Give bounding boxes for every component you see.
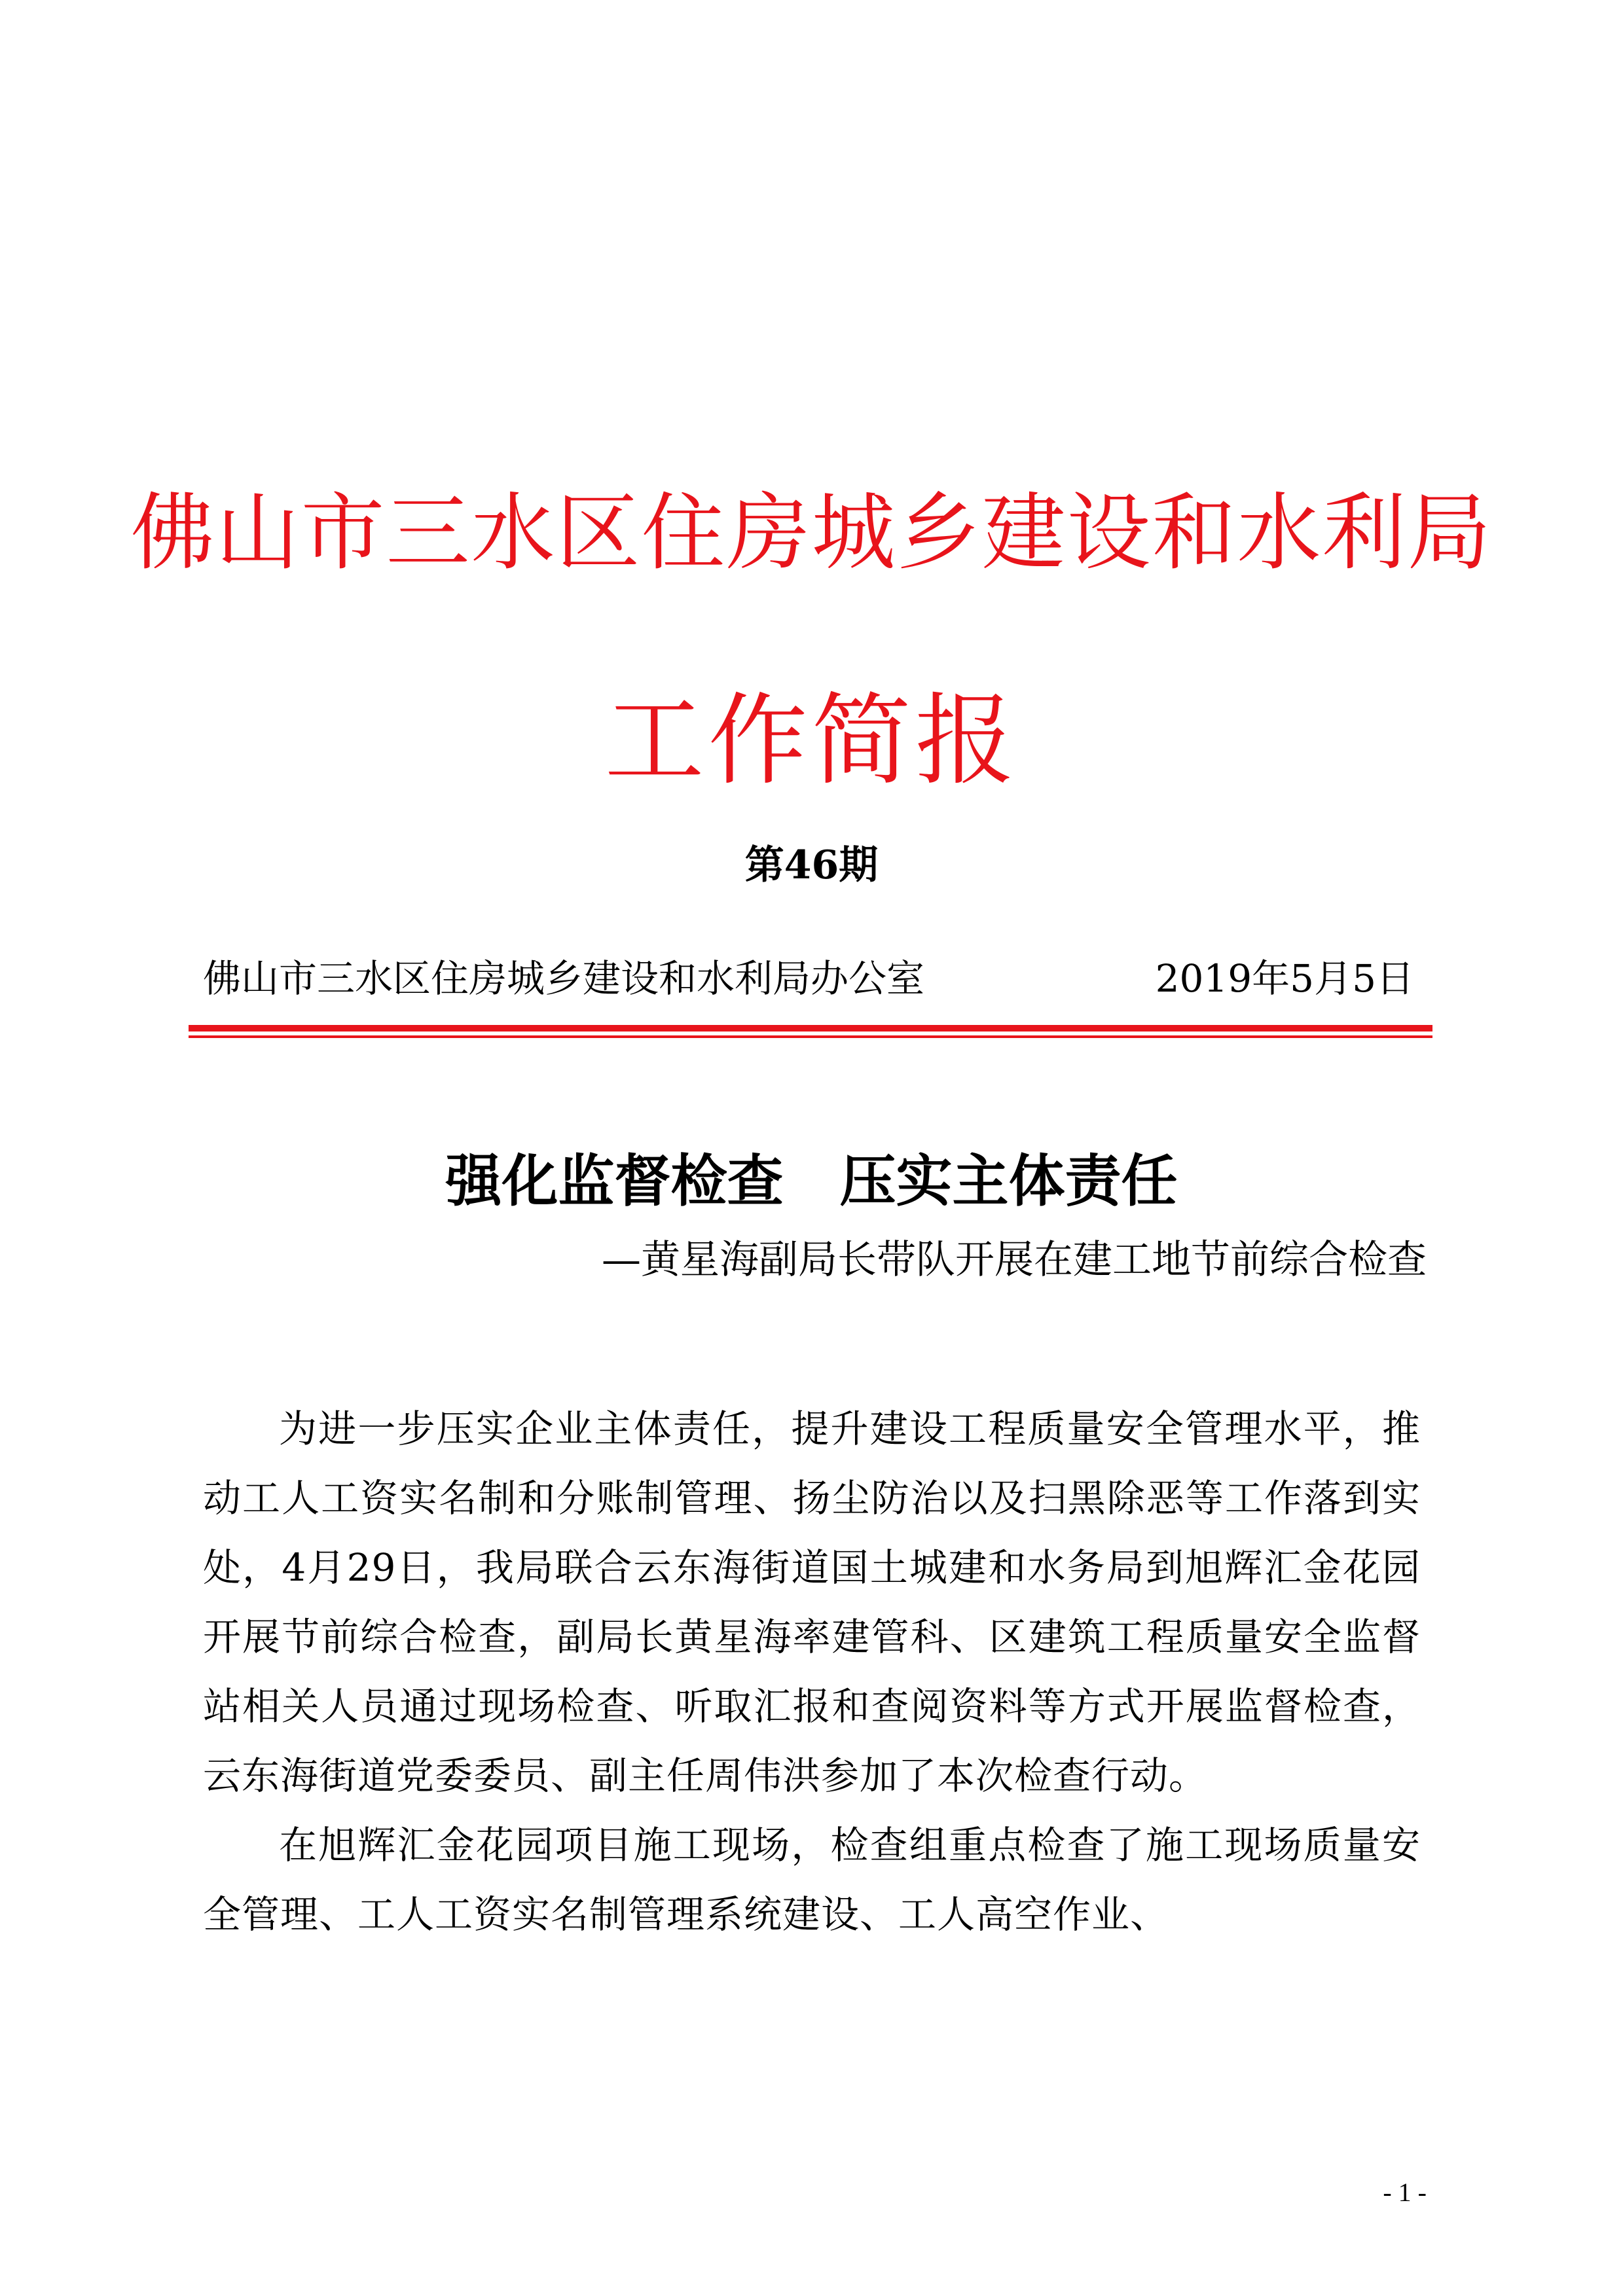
masthead-publication-title: 工作简报 bbox=[604, 683, 1019, 798]
issuer-office: 佛山市三水区住房城乡建设和水利局办公室 bbox=[203, 956, 925, 1001]
issuer-row bbox=[203, 949, 1414, 1008]
masthead-organization: 佛山市三水区住房城乡建设和水利局 bbox=[130, 484, 1493, 582]
article-subtitle: —黄星海副局长带队开展在建工地节前综合检查 bbox=[602, 1237, 1427, 1283]
paragraph: 为进一步压实企业主体责任，提升建设工程质量安全管理水平，推动工人工资实名制和分账制管理、扬尘防治以及扫黑除恶等工作落到实处，4月29日，我局联合云东海街道国土城建和水务局到旭辉汇金花园开展节前综合检查，副局长黄星海率建管科、区建筑工程质量安全监督站相关人员通过现场检查、听取汇报和查阅资料等方式开展监督检查，云东海街道党委委员、副主任周伟洪参加了本次检查行动。 bbox=[203, 1407, 1421, 1798]
article-body bbox=[203, 1394, 1421, 1949]
masthead-divider-thick bbox=[189, 1025, 1432, 1031]
issue-date: 2019年5月5日 bbox=[1155, 956, 1414, 1001]
paragraph: 在旭辉汇金花园项目施工现场，检查组重点检查了施工现场质量安全管理、工人工资实名制管理系统建设、工人高空作业、 bbox=[203, 1823, 1421, 1937]
masthead-divider-thin bbox=[189, 1035, 1432, 1038]
page-number: - 1 - bbox=[1383, 2178, 1427, 2207]
article-title: 强化监督检查 压实主体责任 bbox=[445, 1148, 1178, 1214]
issue-number: 第46期 bbox=[744, 842, 879, 888]
